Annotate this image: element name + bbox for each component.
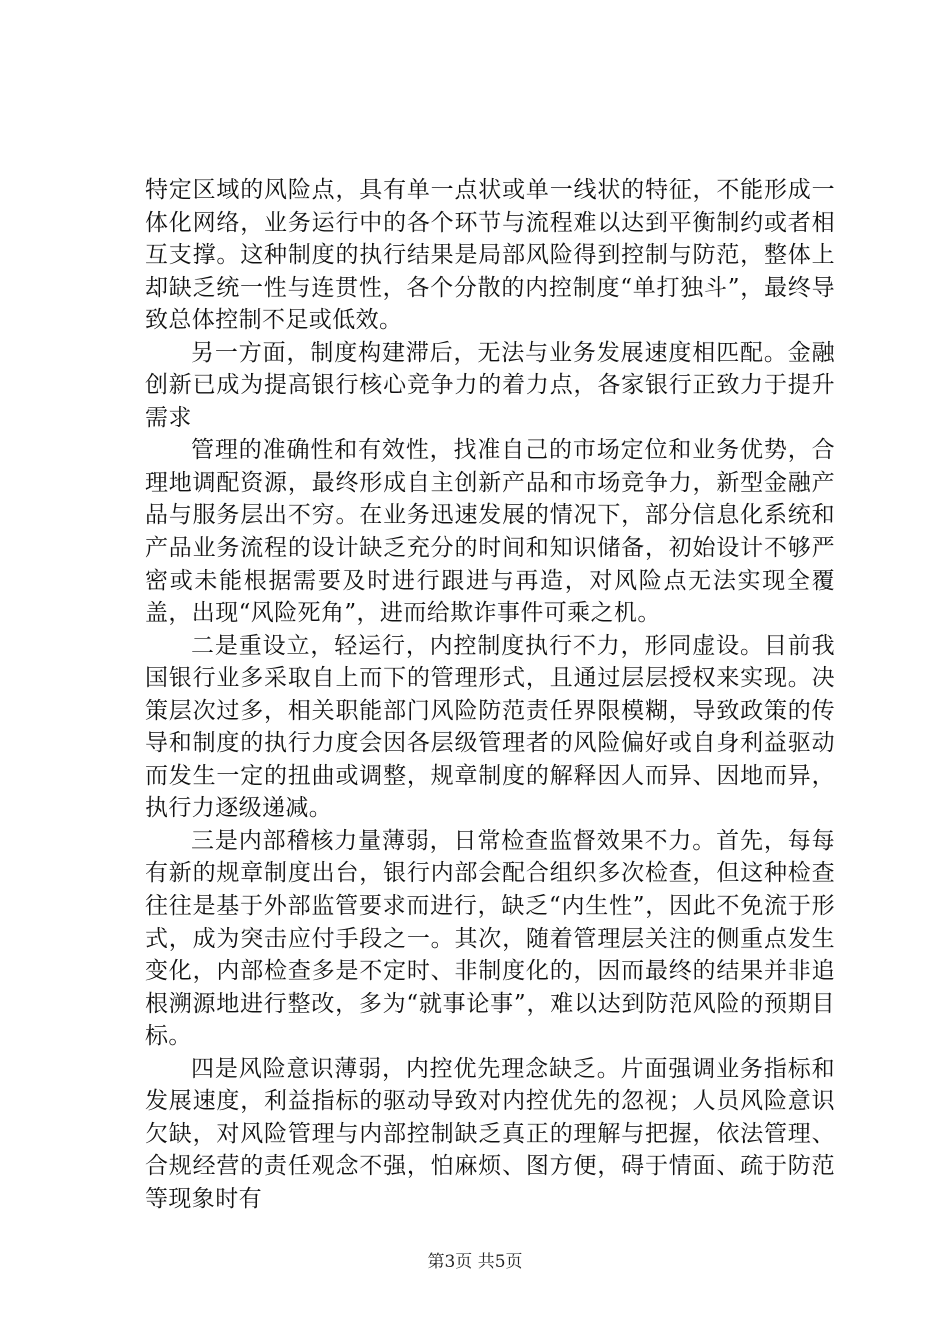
paragraph: 二是重设立，轻运行，内控制度执行不力，形同虚设。目前我国银行业多采取自上而下的管理形式，且通过层层授权来实现。决策层次过多，相关职能部门风险防范责任界限模糊，导致政策的传导和制度的执行力度会因各层级管理者的风险偏好或自身利益驱动而发生一定的扭曲或调整，规章制度的解释因人而异、因地而异，执行力逐级递减。 [145,632,835,822]
paragraph: 管理的准确性和有效性，找准自己的市场定位和业务优势，合理地调配资源，最终形成自主创新产品和市场竞争力，新型金融产品与服务层出不穷。在业务迅速发展的情况下，部分信息化系统和产品业务流程的设计缺乏充分的时间和知识储备，初始设计不够严密或未能根据需要及时进行跟进与再造，对风险点无法实现全覆盖，出现“风险死角”，进而给欺诈事件可乘之机。 [145,437,835,627]
paragraph: 另一方面，制度构建滞后，无法与业务发展速度相匹配。金融创新已成为提高银行核心竞争力的着力点，各家银行正致力于提升需求 [145,339,835,431]
document-body [145,174,835,1216]
paragraph-continuation: 特定区域的风险点，具有单一点状或单一线状的特征，不能形成一体化网络，业务运行中的各个环节与流程难以达到平衡制约或者相互支撑。这种制度的执行结果是局部风险得到控制与防范，整体上却缺乏统一性与连贯性，各个分散的内控制度“单打独斗”，最终导致总体控制不足或低效。 [145,177,835,334]
paragraph: 三是内部稽核力量薄弱，日常检查监督效果不力。首先，每每有新的规章制度出台，银行内部会配合组织多次检查，但这种检查往往是基于外部监管要求而进行，缺乏“内生性”，因此不免流于形式，成为突击应付手段之一。其次，随着管理层关注的侧重点发生变化，内部检查多是不定时、非制度化的，因而最终的结果并非追根溯源地进行整改，多为“就事论事”，难以达到防范风险的预期目标。 [145,827,835,1050]
page-footer: 第3页 共5页 [427,1252,523,1272]
paragraph: 四是风险意识薄弱，内控优先理念缺乏。片面强调业务指标和发展速度，利益指标的驱动导致对内控优先的忽视；人员风险意识欠缺，对风险管理与内部控制缺乏真正的理解与把握，依法管理、合规经营的责任观念不强，怕麻烦、图方便，碍于情面、疏于防范等现象时有 [145,1055,835,1212]
